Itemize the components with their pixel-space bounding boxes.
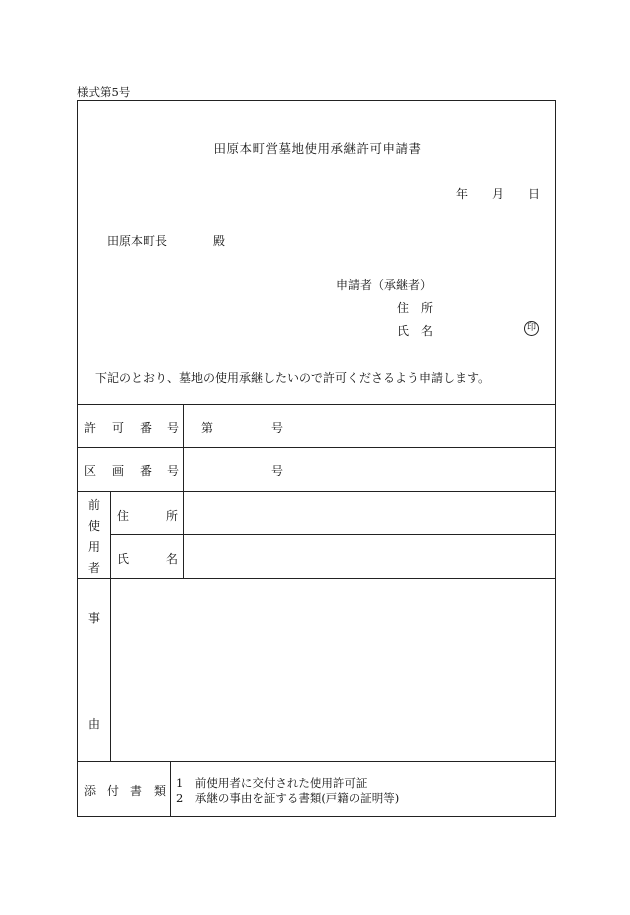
row-divider xyxy=(78,761,555,762)
date-day-label: 日 xyxy=(528,187,541,201)
permit-label-2: 可 xyxy=(112,421,125,435)
permit-suffix: 号 xyxy=(271,421,284,435)
block-label-3: 番 xyxy=(140,464,153,478)
permit-label-1: 許 xyxy=(84,421,97,435)
row-divider xyxy=(78,447,555,448)
applicant-heading: 申請者（承継者） xyxy=(336,278,433,292)
block-label-2: 画 xyxy=(112,464,125,478)
reason-label-top: 事 xyxy=(87,611,100,625)
block-label-4: 号 xyxy=(167,464,180,478)
prev-user-label-4: 者 xyxy=(87,561,100,575)
row-divider xyxy=(78,491,555,492)
applicant-name-label: 氏 名 xyxy=(397,324,434,338)
row-divider xyxy=(78,578,555,579)
prev-user-label-1: 前 xyxy=(87,498,100,512)
column-divider xyxy=(110,491,111,761)
form-title: 田原本町営墓地使用承継許可申請書 xyxy=(213,141,422,156)
permit-prefix: 第 xyxy=(201,421,214,435)
column-divider xyxy=(170,761,171,817)
permit-label-4: 号 xyxy=(167,421,180,435)
attach-label-1: 添 xyxy=(84,784,97,798)
attach-label-2: 付 xyxy=(107,784,120,798)
form-number: 様式第5号 xyxy=(77,85,131,99)
reason-label-bottom: 由 xyxy=(87,717,100,731)
prev-address-label-1: 住 xyxy=(117,509,130,523)
addressee-honorific: 殿 xyxy=(213,234,226,248)
prev-user-label-2: 使 xyxy=(87,519,100,533)
block-suffix: 号 xyxy=(271,464,284,478)
prev-name-label-1: 氏 xyxy=(117,552,130,566)
prev-name-label-2: 名 xyxy=(166,552,179,566)
row-divider xyxy=(78,404,555,405)
date-year-label: 年 xyxy=(456,187,469,201)
applicant-address-label: 住 所 xyxy=(397,301,434,315)
column-divider xyxy=(183,404,184,578)
request-statement: 下記のとおり、墓地の使用承継したいので許可くださるよう申請します。 xyxy=(95,371,491,385)
addressee-name: 田原本町長 xyxy=(107,234,168,248)
permit-label-3: 番 xyxy=(140,421,153,435)
row-divider xyxy=(110,534,555,535)
prev-address-label-2: 所 xyxy=(166,509,179,523)
attachment-item-1: 1 前使用者に交付された使用許可証 xyxy=(176,776,368,790)
seal-mark: 印 xyxy=(524,321,539,336)
block-label-1: 区 xyxy=(84,464,97,478)
date-month-label: 月 xyxy=(492,187,505,201)
attach-label-4: 類 xyxy=(154,784,167,798)
attachment-item-2: 2 承継の事由を証する書類(戸籍の証明等) xyxy=(176,791,400,805)
attach-label-3: 書 xyxy=(130,784,143,798)
application-form xyxy=(77,100,556,817)
prev-user-label-3: 用 xyxy=(87,540,100,554)
